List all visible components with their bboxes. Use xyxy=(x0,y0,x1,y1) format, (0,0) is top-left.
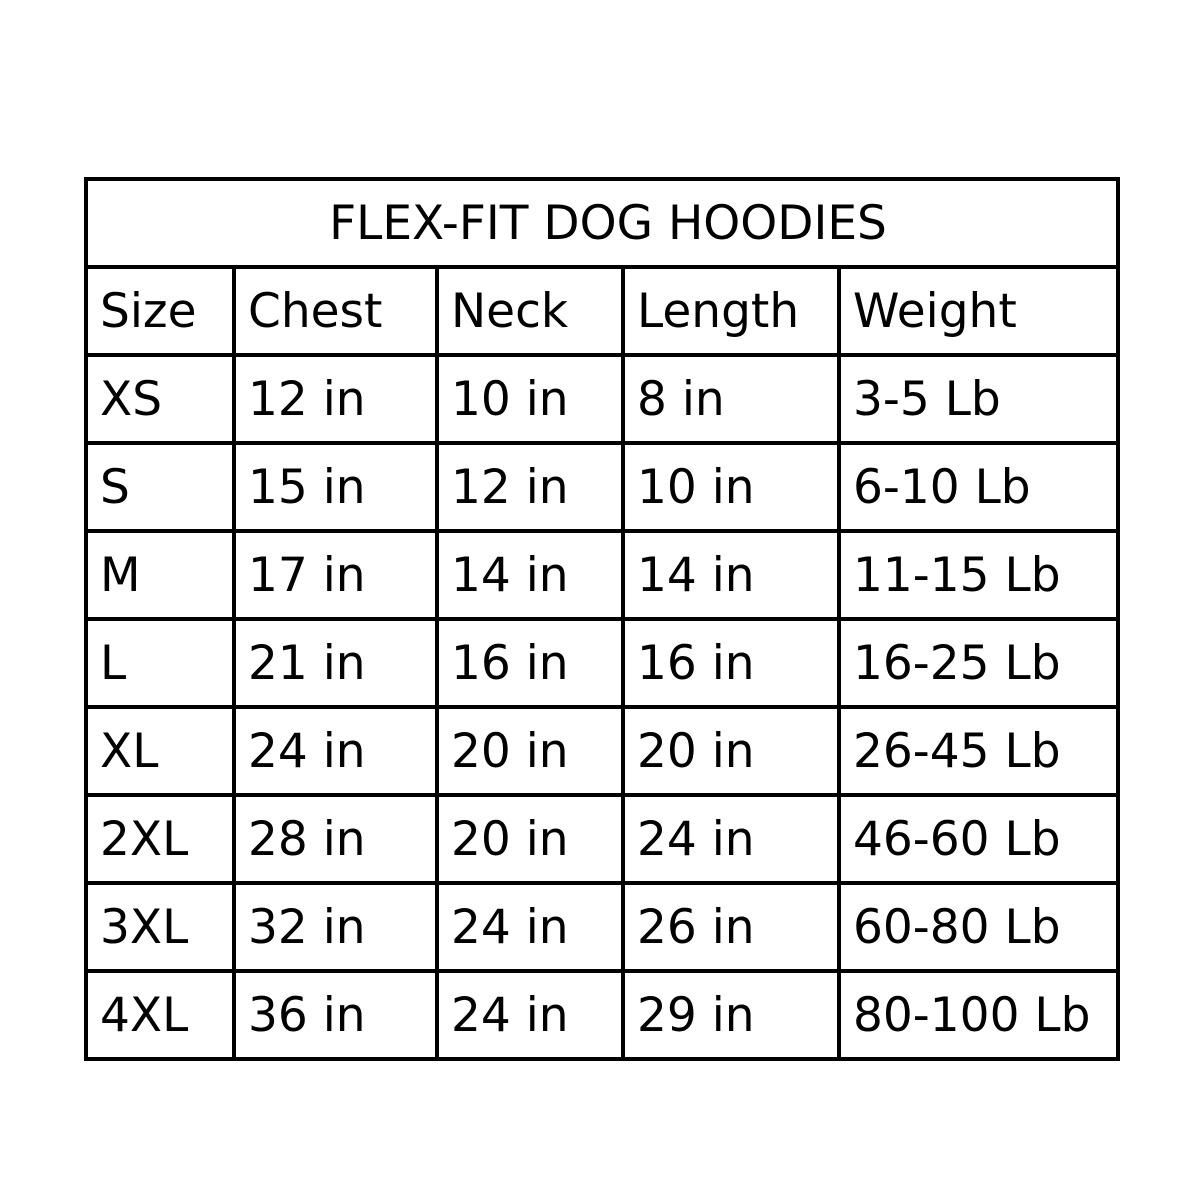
table-row xyxy=(86,883,1118,971)
cell-neck: 16 in xyxy=(437,619,623,707)
column-header-chest: Chest xyxy=(234,267,437,355)
cell-weight: 80-100 Lb xyxy=(839,971,1118,1059)
cell-chest: 21 in xyxy=(234,619,437,707)
cell-weight: 26-45 Lb xyxy=(839,707,1118,795)
cell-neck: 10 in xyxy=(437,355,623,443)
column-header-neck: Neck xyxy=(437,267,623,355)
cell-length: 29 in xyxy=(623,971,839,1059)
cell-length: 16 in xyxy=(623,619,839,707)
cell-weight: 6-10 Lb xyxy=(839,443,1118,531)
table-title-row xyxy=(86,179,1118,267)
cell-chest: 32 in xyxy=(234,883,437,971)
table-row xyxy=(86,707,1118,795)
table-row xyxy=(86,443,1118,531)
cell-size: 2XL xyxy=(86,795,234,883)
cell-length: 14 in xyxy=(623,531,839,619)
table-row xyxy=(86,795,1118,883)
cell-chest: 24 in xyxy=(234,707,437,795)
cell-size: S xyxy=(86,443,234,531)
cell-chest: 28 in xyxy=(234,795,437,883)
table-header-row xyxy=(86,267,1118,355)
column-header-length: Length xyxy=(623,267,839,355)
cell-size: 4XL xyxy=(86,971,234,1059)
page-title: FLEX-FIT DOG HOODIES xyxy=(86,179,1118,267)
cell-size: 3XL xyxy=(86,883,234,971)
table-row xyxy=(86,971,1118,1059)
cell-chest: 15 in xyxy=(234,443,437,531)
cell-weight: 3-5 Lb xyxy=(839,355,1118,443)
cell-size: XL xyxy=(86,707,234,795)
cell-length: 8 in xyxy=(623,355,839,443)
table-row xyxy=(86,531,1118,619)
cell-length: 24 in xyxy=(623,795,839,883)
cell-weight: 16-25 Lb xyxy=(839,619,1118,707)
cell-weight: 60-80 Lb xyxy=(839,883,1118,971)
cell-weight: 11-15 Lb xyxy=(839,531,1118,619)
cell-length: 26 in xyxy=(623,883,839,971)
cell-length: 10 in xyxy=(623,443,839,531)
cell-neck: 20 in xyxy=(437,795,623,883)
size-chart-container xyxy=(84,177,1116,1061)
cell-neck: 12 in xyxy=(437,443,623,531)
column-header-size: Size xyxy=(86,267,234,355)
cell-neck: 24 in xyxy=(437,883,623,971)
cell-neck: 14 in xyxy=(437,531,623,619)
column-header-weight: Weight xyxy=(839,267,1118,355)
cell-neck: 20 in xyxy=(437,707,623,795)
cell-chest: 12 in xyxy=(234,355,437,443)
table-row xyxy=(86,355,1118,443)
cell-size: L xyxy=(86,619,234,707)
cell-size: XS xyxy=(86,355,234,443)
cell-size: M xyxy=(86,531,234,619)
cell-weight: 46-60 Lb xyxy=(839,795,1118,883)
cell-chest: 36 in xyxy=(234,971,437,1059)
cell-chest: 17 in xyxy=(234,531,437,619)
cell-neck: 24 in xyxy=(437,971,623,1059)
size-chart-table xyxy=(84,177,1120,1061)
table-row xyxy=(86,619,1118,707)
cell-length: 20 in xyxy=(623,707,839,795)
